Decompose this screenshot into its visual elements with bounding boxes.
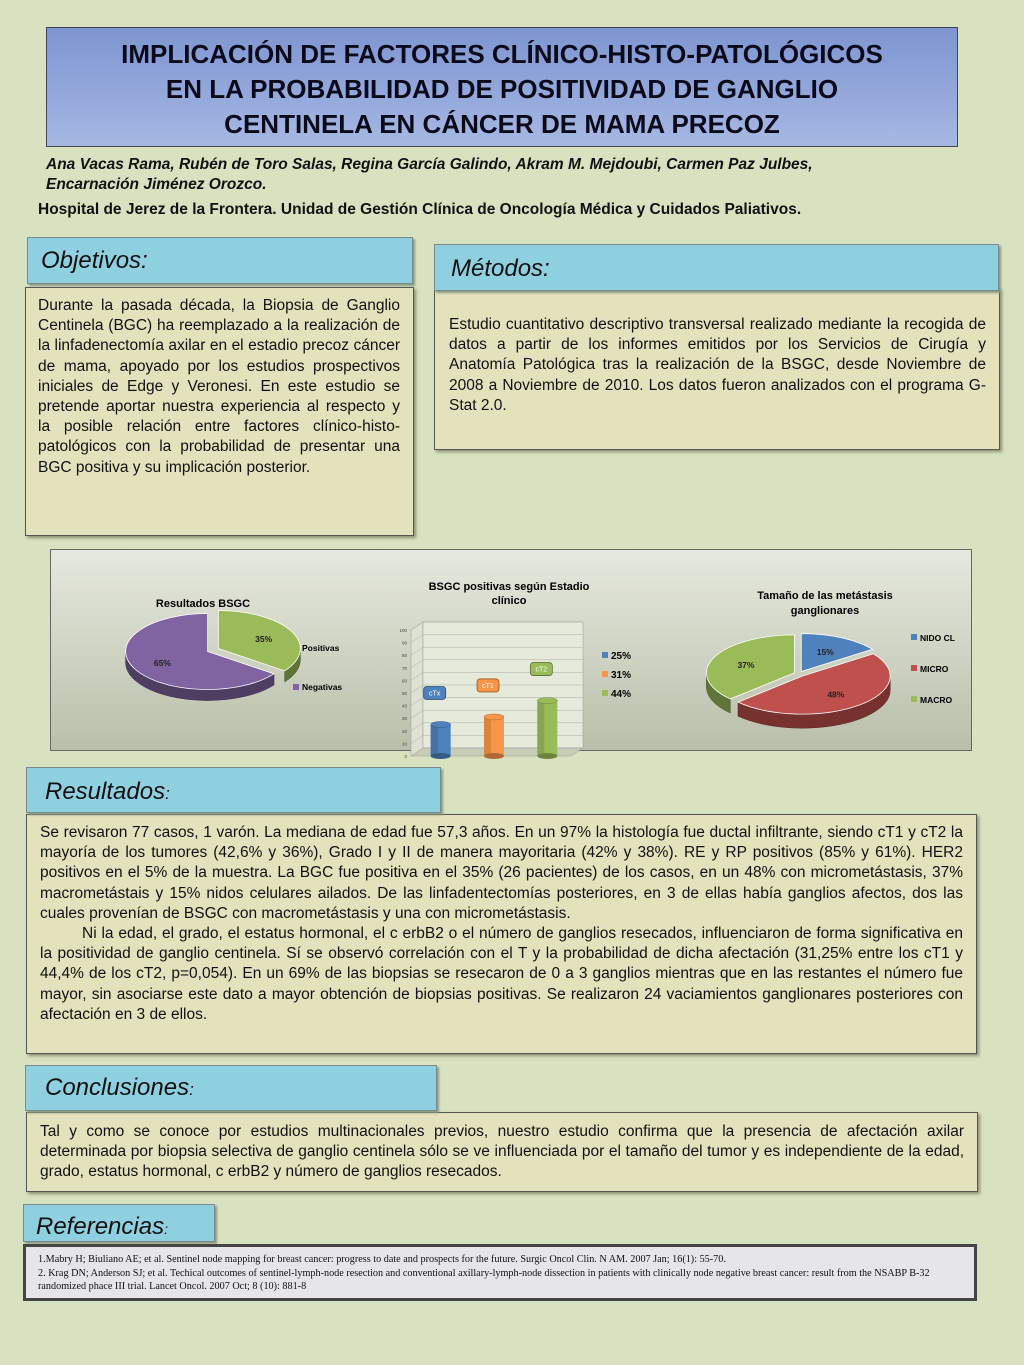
legend-label: 25% [611, 651, 632, 662]
bar-top [431, 722, 451, 728]
legend-swatch [602, 671, 608, 677]
bar-category-label: cT2 [535, 666, 548, 674]
objetivos-text: Durante la pasada década, la Biopsia de Ganglio Centinela (BGC) ha reemplazado a la realización de la linfadenectomía axilar en el estadio precoz cáncer de mama, apoyado por los estudios prospectivos iniciales de Edge y Veronesi. En este estudio se pretende aportar nuestra experiencia al respecto y la posible relación entre factores clínico-histo-patológicos con la probabilidad de presentar una BGC positiva y su implicación posterior. [38, 297, 400, 476]
charts-panel [50, 549, 972, 759]
resultados-heading [26, 767, 441, 813]
bar-base [484, 753, 504, 759]
bar-top [484, 714, 504, 720]
objetivos-heading-text: Objetivos: [41, 247, 148, 274]
legend-swatch [911, 665, 917, 671]
chart-title: clínico [491, 595, 527, 607]
authors-line: Ana Vacas Rama, Rubén de Toro Salas, Regina García Galindo, Akram M. Mejdoubi, Carmen Paz Julbes, [46, 156, 813, 173]
title-line: EN LA PROBABILIDAD DE POSITIVIDAD DE GANGLIO [165, 74, 839, 104]
conclusiones-heading [25, 1065, 437, 1111]
chart-title: Tamaño de las metástasis [757, 590, 893, 602]
bar-shade [537, 701, 544, 756]
metodos-heading [434, 244, 999, 291]
referencias-panel [23, 1244, 977, 1301]
metodos-panel [434, 288, 1000, 450]
objetivos-panel [25, 287, 414, 536]
conclusiones-heading-text [45, 1074, 194, 1102]
reference-item: 2. Krag DN; Anderson SJ; et al. Techical outcomes of sentinel-lymph-node resection and conventional axillary-lymph-node dissection in patients with clinically node negative breast cancer: result from the NSABP B-32 randomized phace III trial. Lancet Oncol. 2007 Oct; 8 (10): 881-8 [38, 1267, 930, 1292]
legend-swatch [293, 645, 299, 651]
resultados-p2: Ni la edad, el grado, el estatus hormonal, el c erbB2 o el número de ganglios resecados, influenciaron de forma significativa en la positividad de ganglio centinela. Sí se observó correlación con el T y la probabilidad de dicha afectación (31,25% entre los cT1 y 44,4% de los cT2, p=0,054). En un 69% de las biopsias se resecaron de 0 a 3 ganglios mientras que en las restantes el número fue mayor, sin asociarse este dato a mayor obtención de biopsias positivas. Se realizaron 24 vaciamientos ganglionares posteriores con afectación en 3 de ellos. [40, 925, 963, 1023]
y-tick-label: 90 [401, 640, 407, 646]
legend-swatch [911, 696, 917, 702]
conclusiones-heading-word: Conclusiones [45, 1074, 190, 1101]
pie-data-label: 35% [255, 633, 273, 644]
legend-label: MICRO [920, 664, 949, 674]
y-tick-label: 40 [401, 703, 407, 709]
resultados-heading-text [45, 778, 170, 806]
title-line: CENTINELA EN CÁNCER DE MAMA PRECOZ [224, 109, 780, 139]
pie-data-label: 48% [827, 689, 845, 700]
affiliation: Hospital de Jerez de la Frontera. Unidad de Gestión Clínica de Oncología Médica y Cuidados Paliativos. [38, 201, 802, 218]
pie-data-label: 65% [153, 658, 171, 669]
legend-label: 31% [611, 670, 632, 681]
referencias-heading [23, 1204, 215, 1242]
referencias-heading-word: Referencias [36, 1213, 165, 1240]
resultados-heading-colon: : [165, 784, 170, 803]
y-tick-label: 60 [401, 678, 407, 684]
chart-title: BSGC positivas según Estadio [428, 581, 590, 593]
y-tick-label: 20 [401, 728, 407, 734]
bar-shade [431, 725, 438, 757]
conclusiones-text: Tal y como se conoce por estudios multinacionales previos, nuestro estudio confirma que la presencia de afectación axilar determinada por biopsia selectiva de ganglio centinela sólo se ve influenciada por el tamaño del tumor y es independiente de la edad, grado, estatus hormonal, c erbB2 y número de ganglios resecados. [40, 1123, 964, 1181]
legend-swatch [602, 690, 608, 696]
metodos-text: Estudio cuantitativo descriptivo transversal realizado mediante la recogida de datos a partir de los informes emitidos por los Servicios de Cirugía y Anatomía Patológica tras la realización de la BSGC, desde Noviembre de 2008 a Noviembre de 2010. Los datos fueron analizados con el programa G-Stat 2.0. [449, 316, 986, 414]
resultados-heading-word: Resultados [45, 778, 166, 805]
chart-title: Resultados BSGC [155, 598, 251, 610]
charts-svg [51, 550, 973, 759]
title-line: IMPLICACIÓN DE FACTORES CLÍNICO-HISTO-PATOLÓGICOS [121, 39, 883, 69]
legend-swatch [602, 652, 608, 658]
resultados-p1: Se revisaron 77 casos, 1 varón. La mediana de edad fue 57,3 años. En un 97% la histología fue ductal infiltrante, siendo cT1 y cT2 la mayoría de los tumores (42,6% y 36%), Grado I y II de manera mayoritaria (42% y 38%). RE y RP positivos (85% y 61%). HER2 positivos en el 5% de la muestra. La BGC fue positiva en el 35% (26 pacientes) de los casos, en un 48% con micrometástasis, 37% macrometástais y 15% nidos celulares ailados. De las linfadentectomías posteriores, en 3 de ellas había ganglios afectos, dos las cuales provenían de BSGC con macrometástasis y una con micrometástasis. [40, 824, 963, 922]
bar-base [431, 753, 451, 759]
conclusiones-heading-colon: : [189, 1080, 194, 1099]
poster-title [46, 27, 958, 147]
referencias-heading-text [36, 1213, 168, 1241]
legend-label: MACRO [920, 695, 953, 705]
legend-swatch [293, 684, 299, 690]
y-tick-label: 30 [401, 716, 407, 722]
y-tick-label: 80 [401, 653, 407, 659]
pie-data-label: 37% [737, 659, 755, 670]
bar-base [537, 753, 557, 759]
authors [46, 155, 976, 195]
legend-label: Positivas [302, 643, 340, 653]
y-tick-label: 100 [399, 628, 407, 633]
conclusiones-panel [26, 1112, 978, 1192]
referencias-heading-colon: : [164, 1221, 168, 1237]
y-tick-label: 10 [401, 741, 407, 747]
bar-top [537, 698, 557, 704]
legend-label: NIDO CL [920, 633, 955, 643]
bar-category-label: cTx [429, 690, 441, 698]
authors-line: Encarnación Jiménez Orozco. [46, 176, 267, 193]
resultados-panel [26, 814, 977, 1054]
pie-data-label: 15% [816, 647, 834, 658]
objetivos-heading [27, 237, 413, 284]
bar-shade [484, 717, 491, 756]
bar-category-label: cT1 [482, 682, 494, 690]
y-tick-label: 70 [401, 665, 407, 671]
reference-item: 1.Mabry H; Biuliano AE; et al. Sentinel node mapping for breast cancer: progress to date and prospects for the future. Surgic Oncol Clin. N AM. 2007 Jan; 16(1): 55-70. [38, 1254, 726, 1265]
y-tick-label: 0 [404, 754, 407, 759]
legend-swatch [911, 634, 917, 640]
legend-label: 44% [611, 689, 632, 700]
legend-label: Negativas [302, 682, 343, 692]
metodos-heading-text: Métodos: [451, 255, 550, 282]
chart-title: ganglionares [790, 605, 860, 617]
y-tick-label: 50 [401, 691, 407, 696]
